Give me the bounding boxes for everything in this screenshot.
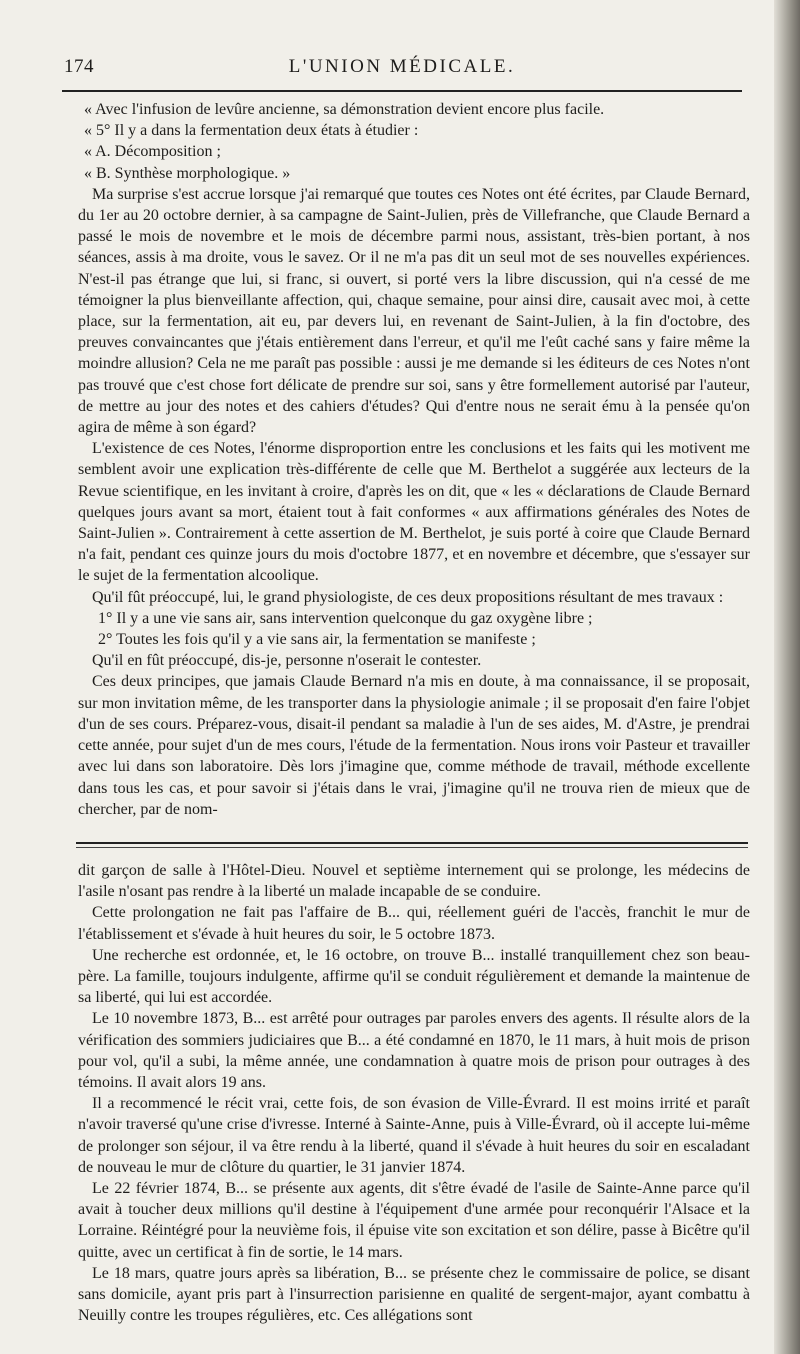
article-paragraph: Qu'il fût préoccupé, lui, le grand physiologiste, de ces deux propositions résultant de mes travaux : bbox=[92, 588, 724, 606]
article-paragraph: 1° Il y a une vie sans air, sans intervention quelconque du gaz oxygène libre ; bbox=[98, 609, 593, 627]
feuilleton-paragraph: Cette prolongation ne fait pas l'affaire de B... qui, réellement guéri de l'accès, franchit le mur de l'établissement et s'évade à huit heures du soir, le 5 octobre 1873. bbox=[78, 904, 750, 943]
article-paragraph: Ces deux principes, que jamais Claude Bernard n'a mis en doute, à ma connaissance, il se proposait, sur mon invitation même, de les transporter dans la physiologie animale ; il se proposait d'en faire l'objet d'un de ses cours. Préparez-vous, disait-il pendant sa maladie à l'un de ses aides, M. d'Astre, je prendrai cette année, pour sujet d'un de mes cours, l'étude de la fermentation. Nous irons voir Pasteur et travailler avec lui dans son laboratoire. Dès lors j'imagine que, comme méthode de travail, méthode excellente dans tous les cas, et pour savoir si j'étais dans le vrai, j'imagine qu'il ne trouva rien de mieux que de chercher, par de nom- bbox=[78, 673, 750, 818]
article-paragraph: « 5° Il y a dans la fermentation deux états à étudier : bbox=[84, 122, 419, 140]
article-paragraph: L'existence de ces Notes, l'énorme disproportion entre les conclusions et les faits qui les motivent me semblent avoir une explication très-différente de celle que M. Berthelot a suggérée aux lecteurs de la Revue scientifique, en les invitant à croire, d'après les on dit, que « les « déclarations de Claude Bernard quelques jours avant sa mort, étaient tout à fait conformes « aux affirmations générales des Notes de Saint-Julien ». Contrairement à cette assertion de M. Berthelot, je suis porté à coire que Claude Bernard n'a fait, pendant ces quinze jours du mois d'octobre 1877, et en novembre et décembre, que s'essayer sur le sujet de la fermentation alcoolique. bbox=[78, 440, 750, 585]
feuilleton-paragraph: Le 10 novembre 1873, B... est arrêté pour outrages par paroles envers des agents. Il résulte alors de la vérification des sommiers judiciaires que B... a été condamné en 1870, le 11 mars, à huit mois de prison pour vol, qu'il a subi, la même année, une condamnation à quatre mois de prison pour outrages à des témoins. Il avait alors 19 ans. bbox=[78, 1010, 750, 1092]
article-paragraph: « B. Synthèse morphologique. » bbox=[84, 164, 291, 182]
article-paragraph: 2° Toutes les fois qu'il y a vie sans air, la fermentation se manifeste ; bbox=[98, 631, 536, 649]
page-header bbox=[62, 56, 742, 84]
feuilleton-paragraph: Une recherche est ordonnée, et, le 16 octobre, on trouve B... installé tranquillement chez son beau-père. La famille, toujours indulgente, affirme qu'il se conduit régulièrement et demande la maintenue de sa liberté, qui lui est accordée. bbox=[78, 946, 750, 1007]
article-paragraph: Qu'il en fût préoccupé, dis-je, personne n'oserait le contester. bbox=[92, 652, 482, 670]
running-title: L'UNION MÉDICALE. bbox=[288, 56, 516, 77]
article-paragraph: « Avec l'infusion de levûre ancienne, sa démonstration devient encore plus facile. bbox=[84, 101, 605, 118]
feuilleton-divider bbox=[76, 842, 748, 844]
feuilleton-paragraph: Le 18 mars, quatre jours après sa libération, B... se présente chez le commissaire de police, se disant sans domicile, ayant pris part à l'insurrection parisienne en qualité de sergent-major, ayant combattu à Neuilly contre les troupes régulières, etc. Ces allégations sont bbox=[78, 1264, 750, 1325]
article-paragraph: Ma surprise s'est accrue lorsque j'ai remarqué que toutes ces Notes ont été écrites, par Claude Bernard, du 1er au 20 octobre dernier, à sa campagne de Saint-Julien, près de Villefranche, que Claude Bernard a passé le mois de novembre et le mois de décembre parmi nous, assistant, très-bien portant, à nos séances, assis à ma droite, vous le savez. Or il ne m'a pas dit un seul mot de ses nouvelles expériences. N'est-il pas étrange que lui, si franc, si ouvert, si porté vers la libre discussion, qui n'a cessé de me témoigner la plus bienveillante affection, qui, chaque semaine, pour ainsi dire, causait avec moi, à cette place, sur la fermentation, ait eu, par devers lui, en revenant de Saint-Julien, à la fin d'octobre, des preuves convaincantes que j'étais entièrement dans l'erreur, et qu'il me l'eût caché sans y faire même la moindre allusion? Cela ne me paraît pas possible : aussi je me demande si les éditeurs de ces Notes n'ont pas trouvé que c'est chose fort délicate de prendre sur soi, sans y être formellement autorisé par l'auteur, de mettre au jour des notes et des cahiers d'études? Qui d'entre nous ne serait ému à la pensée qu'on agira de même à son égard? bbox=[78, 185, 750, 437]
book-edge bbox=[774, 0, 800, 1354]
article-column bbox=[78, 99, 750, 820]
page-number: 174 bbox=[64, 56, 94, 77]
feuilleton-paragraph: Le 22 février 1874, B... se présente aux agents, dit s'être évadé de l'asile de Sainte-Anne parce qu'il avait à toucher deux millions qu'il destine à l'équipement d'une armée pour reconquérir l'Alsace et la Lorraine. Réintégré pour la neuvième fois, il épuise vite son excitation et son délire, passe à Bicêtre qu'il quitte, avec un certificat à fin de sortie, le 14 mars. bbox=[78, 1180, 750, 1261]
header-rule bbox=[62, 90, 742, 92]
feuilleton-divider-thin bbox=[76, 847, 748, 848]
feuilleton-paragraph: Il a recommencé le récit vrai, cette fois, de son évasion de Ville-Évrard. Il est moins irrité et paraît n'avoir traversé qu'une crise d'ivresse. Interné à Sainte-Anne, puis à Ville-Évrard, où il accepte lui-même de prolonger son séjour, il va être rendu à la liberté, quand il s'évade à huit heures du soir en escaladant de nouveau le mur de clôture du quartier, le 31 janvier 1874. bbox=[78, 1095, 750, 1176]
feuilleton-column bbox=[78, 860, 750, 1326]
article-paragraph: « A. Décomposition ; bbox=[84, 143, 221, 161]
feuilleton-paragraph: dit garçon de salle à l'Hôtel-Dieu. Nouvel et septième internement qui se prolonge, les médecins de l'asile n'osant pas rendre à la liberté un malade incapable de se conduire. bbox=[78, 862, 750, 901]
